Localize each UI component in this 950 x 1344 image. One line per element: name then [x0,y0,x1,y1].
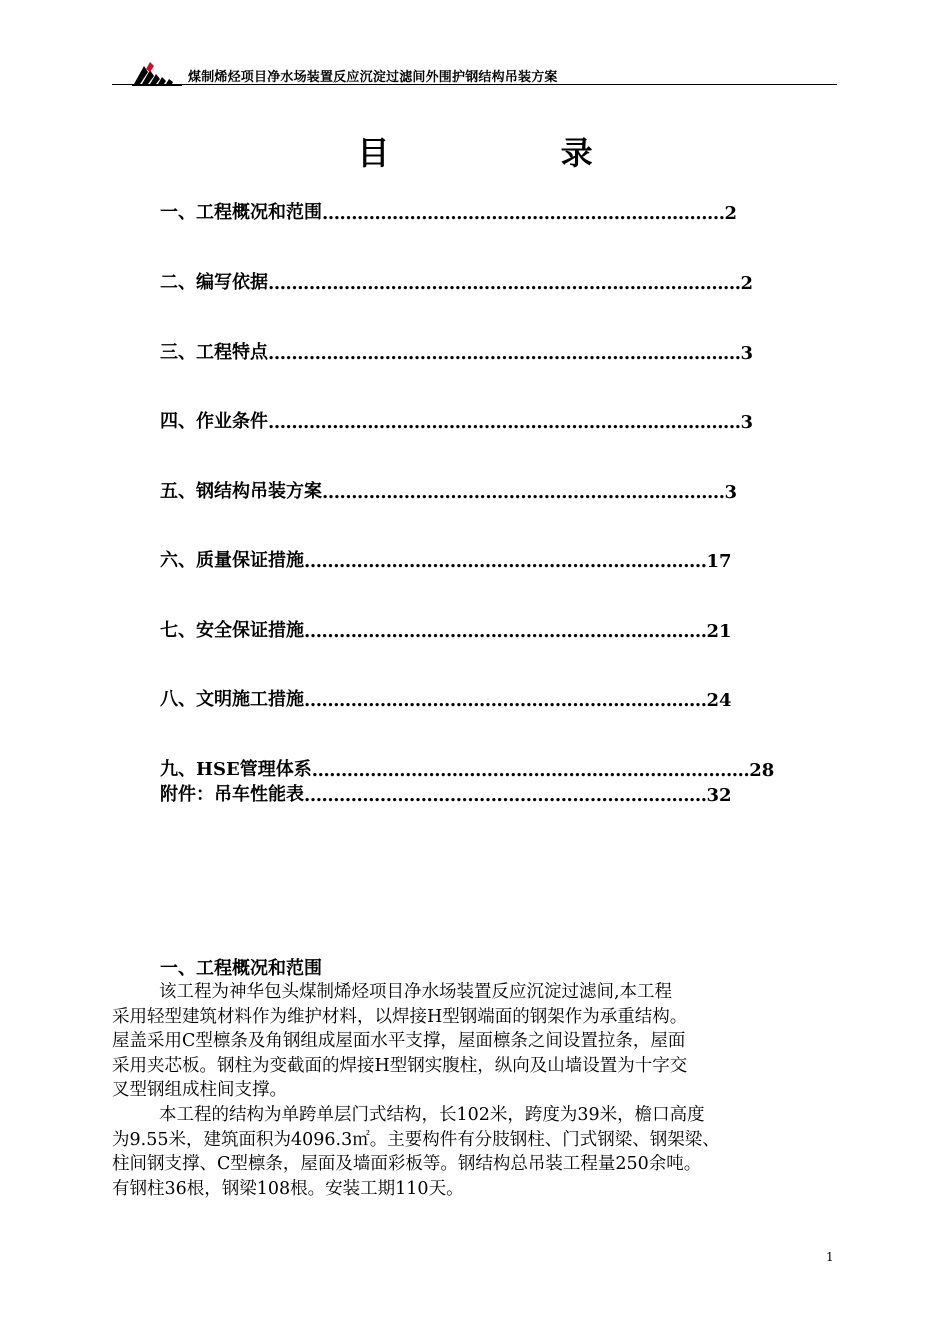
toc-item[interactable] [160,479,737,503]
text-line: 有钢柱36根，钢梁108根。安装工期110天。 [112,1178,464,1199]
paragraph-structure [112,1103,838,1201]
toc-leader-dots: …………………………………………………………… [304,785,707,806]
toc-page-number: 21 [706,621,732,642]
header-divider [112,84,837,85]
toc-item[interactable] [160,618,732,642]
toc-item-label: 七、安全保证措施 [160,620,304,641]
text-line: 为9.55米，建筑面积为4096.3㎡。主要构件有分肢钢柱、门式钢梁、钢架梁、 [112,1129,720,1150]
text-line: 本工程的结构为单跨单层门式结构，长102米，跨度为39米，檐口高度 [159,1105,705,1125]
toc-leader-dots: ……………………………………………………………………… [268,273,741,294]
toc-item[interactable] [160,782,732,806]
text-line: 采用夹芯板。钢柱为变截面的焊接H型钢实腹柱，纵向及山墙设置为十字交 [112,1055,688,1076]
toc-item-label: 一、工程概况和范围 [160,202,322,223]
company-logo-icon [130,60,184,86]
toc-item-label: 八、文明施工措施 [160,689,304,710]
toc-leader-dots: ………………………………………………………………… [311,760,750,781]
toc-page-number: 3 [724,482,738,503]
toc-item-label: 附件：吊车性能表 [160,784,304,805]
toc-page-number: 17 [706,551,732,572]
toc-item-label: 六、质量保证措施 [160,550,304,571]
section-heading: 一、工程概况和范围 [160,958,322,979]
paragraph-overview [112,980,838,1103]
toc-item[interactable] [160,687,732,711]
toc-page-number: 3 [740,343,754,364]
toc-item-label: 五、钢结构吊装方案 [160,481,322,502]
toc-item[interactable] [160,409,753,433]
toc-leader-dots: …………………………………………………………… [322,482,725,503]
text-line: 采用轻型建筑材料作为维护材料，以焊接H型钢端面的钢架作为承重结构。 [112,1006,688,1027]
toc-item-label: 九、HSE管理体系 [160,759,312,780]
text-line: 该工程为神华包头煤制烯烃项目净水场装置反应沉淀过滤间,本工程 [159,982,673,1002]
toc-item[interactable] [160,340,753,364]
toc-page-number: 24 [706,690,732,711]
toc-page-number: 2 [740,273,754,294]
toc-item[interactable] [160,200,737,224]
toc-leader-dots: ……………………………………………………………………… [268,412,741,433]
toc-page-number: 3 [740,412,754,433]
toc-title: 目 录 [357,134,673,172]
toc-leader-dots: …………………………………………………………… [322,203,725,224]
toc-leader-dots: …………………………………………………………… [304,551,707,572]
header-title: 煤制烯烃项目净水场装置反应沉淀过滤间外围护钢结构吊装方案 [188,70,558,85]
toc-leader-dots: ……………………………………………………………………… [268,343,741,364]
toc-page-number: 2 [724,203,738,224]
toc-item-label: 三、工程特点 [160,342,268,363]
toc-page-number: 32 [706,785,732,806]
toc-item-label: 四、作业条件 [160,411,268,432]
page-header [112,58,837,86]
toc-page-number: 28 [749,760,775,781]
page-number: 1 [826,1250,834,1264]
text-line: 叉型钢组成柱间支撑。 [112,1080,287,1100]
text-line: 屋盖采用C型檩条及角钢组成屋面水平支撑，屋面檩条之间设置拉条，屋面 [112,1031,686,1051]
text-line: 柱间钢支撑、C型檩条，屋面及墙面彩板等。钢结构总吊装工程量250余吨。 [112,1154,702,1174]
toc-item[interactable] [160,757,774,781]
toc-leader-dots: …………………………………………………………… [304,690,707,711]
toc-item-label: 二、编写依据 [160,272,268,293]
toc-item[interactable] [160,548,732,572]
toc-item[interactable] [160,270,753,294]
toc-leader-dots: …………………………………………………………… [304,621,707,642]
